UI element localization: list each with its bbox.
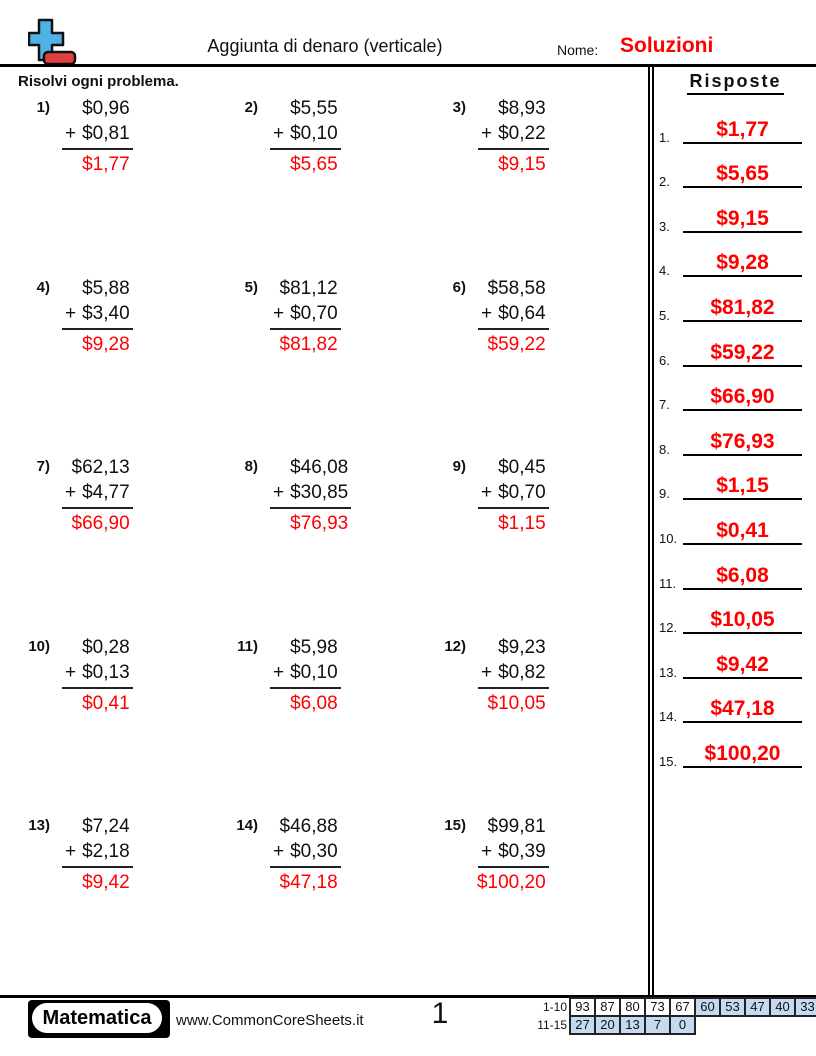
problem [438, 814, 646, 994]
operand-bottom-row [270, 121, 341, 150]
answer-item [655, 281, 816, 326]
answer-line [683, 118, 802, 144]
plus-sign: + [65, 661, 77, 683]
plus-sign: + [65, 302, 77, 324]
score-row-2 [533, 1015, 816, 1035]
score-cell: 60 [694, 997, 721, 1017]
problem [230, 814, 438, 994]
operand-bottom: $0,10 [290, 661, 338, 683]
answer-number: 4. [659, 263, 670, 279]
score-row-2-label: 11-15 [537, 1018, 567, 1032]
problem-number: 10) [28, 637, 50, 655]
problem-answer: $9,42 [82, 872, 130, 893]
plus-sign: + [65, 482, 77, 503]
operand-top: $8,93 [498, 98, 546, 119]
score-cell: 40 [769, 997, 796, 1017]
operand-top: $46,08 [290, 457, 349, 478]
plus-sign: + [273, 302, 285, 324]
answer-number: 12. [659, 620, 678, 636]
problem-answer: $59,22 [487, 333, 546, 355]
problems-grid [22, 96, 646, 994]
problem [438, 276, 646, 456]
problem [22, 814, 230, 994]
operand-bottom-row [62, 121, 133, 150]
header-rule [0, 64, 816, 67]
answer-line [683, 207, 802, 233]
problem-calculation [478, 276, 549, 357]
plus-sign: + [65, 123, 77, 144]
answer-value: $47,18 [710, 697, 775, 721]
score-cell: 47 [744, 997, 771, 1017]
problem-answer: $9,28 [82, 333, 130, 355]
operand-bottom: $0,30 [290, 841, 338, 862]
answer-number: 13. [659, 664, 678, 680]
operand-bottom-row [478, 121, 549, 150]
problem-number: 7) [36, 458, 50, 475]
answer-item [655, 727, 816, 772]
answer-value: $1,77 [716, 117, 769, 141]
operand-bottom-row [270, 301, 341, 330]
operand-top: $5,98 [290, 636, 338, 658]
operand-bottom-row [62, 480, 133, 509]
problem-number: 9) [452, 458, 466, 475]
problem-answer: $81,82 [279, 333, 338, 355]
problem-number: 1) [36, 99, 50, 116]
answer-line [683, 251, 802, 277]
answer-number: 6. [659, 352, 670, 368]
problem [230, 96, 438, 276]
score-cell: 0 [669, 1015, 696, 1035]
operand-bottom: $0,13 [82, 661, 130, 683]
answer-value: $9,15 [716, 206, 769, 230]
problem [438, 96, 646, 276]
problem-calculation [478, 96, 549, 177]
operand-bottom-row [62, 839, 133, 868]
problem [438, 635, 646, 815]
operand-bottom: $0,10 [290, 123, 338, 144]
answer-item [655, 371, 816, 416]
problem-calculation [478, 455, 549, 536]
problem-number: 6) [452, 278, 466, 296]
operand-top: $99,81 [487, 816, 546, 837]
problem [22, 635, 230, 815]
operand-bottom-row [270, 839, 341, 868]
problem-calculation [478, 635, 549, 716]
answer-line [683, 519, 802, 545]
operand-top: $5,88 [82, 277, 130, 299]
answer-line [683, 564, 802, 590]
problem-answer: $0,41 [82, 692, 130, 714]
answer-line [683, 742, 802, 768]
answer-value: $100,20 [704, 741, 781, 765]
problem-calculation [62, 276, 133, 357]
answer-item [655, 549, 816, 594]
answer-line [683, 474, 802, 500]
answer-item [655, 638, 816, 683]
answer-value: $59,22 [710, 340, 775, 364]
answers-panel [655, 103, 816, 772]
problem-calculation [62, 96, 133, 177]
operand-top: $62,13 [71, 457, 130, 478]
problem-answer: $10,05 [487, 692, 546, 714]
answer-item [655, 504, 816, 549]
operand-top: $0,45 [498, 457, 546, 478]
score-cell: 93 [569, 997, 596, 1017]
operand-bottom: $3,40 [82, 302, 130, 324]
operand-bottom: $0,70 [290, 302, 338, 324]
answer-item [655, 594, 816, 639]
answer-number: 9. [659, 486, 670, 502]
problem-number: 14) [236, 817, 258, 834]
operand-top: $58,58 [487, 277, 546, 299]
problem-calculation [270, 635, 341, 716]
operand-top: $5,55 [290, 98, 338, 119]
problem-answer: $47,18 [279, 872, 338, 893]
operand-bottom: $4,77 [82, 482, 130, 503]
problem [438, 455, 646, 635]
problem-calculation [62, 814, 133, 895]
problem [22, 276, 230, 456]
score-row-1-label: 1-10 [542, 1000, 567, 1014]
score-cell: 53 [719, 997, 746, 1017]
name-value: Soluzioni [620, 34, 714, 57]
answer-item [655, 192, 816, 237]
operand-top: $9,23 [498, 636, 546, 658]
answer-value: $6,08 [716, 563, 769, 587]
plus-sign: + [481, 661, 493, 683]
answer-value: $76,93 [710, 429, 775, 453]
score-cell: 87 [594, 997, 621, 1017]
score-cell: 67 [669, 997, 696, 1017]
answer-value: $81,82 [710, 295, 775, 319]
answer-number: 10. [659, 530, 678, 546]
answer-number: 5. [659, 307, 670, 323]
operand-bottom-row [62, 660, 133, 689]
problem-calculation [270, 814, 341, 895]
page-title: Aggiunta di denaro (verticale) [207, 36, 443, 56]
plus-sign: + [481, 482, 493, 503]
answer-number: 3. [659, 218, 670, 234]
problem-answer: $5,65 [290, 154, 338, 175]
operand-top: $7,24 [82, 816, 130, 837]
operand-bottom: $2,18 [82, 841, 130, 862]
answers-panel-title: Risposte [655, 71, 816, 95]
plus-sign: + [273, 482, 285, 503]
answer-value: $9,42 [716, 652, 769, 676]
answer-line [683, 341, 802, 367]
answer-value: $0,41 [716, 518, 769, 542]
problem-calculation [62, 455, 133, 536]
answer-line [683, 296, 802, 322]
problem-answer: $66,90 [71, 513, 130, 534]
problem [230, 635, 438, 815]
operand-top: $0,28 [82, 636, 130, 658]
operand-bottom: $0,64 [498, 302, 546, 324]
score-cell: 73 [644, 997, 671, 1017]
problem [22, 455, 230, 635]
problem-calculation [478, 814, 549, 895]
answer-value: $66,90 [710, 385, 775, 409]
operand-bottom: $0,39 [498, 841, 546, 862]
score-row-1 [533, 997, 816, 1017]
answer-line [683, 385, 802, 411]
operand-bottom-row [478, 301, 549, 330]
operand-bottom-row [478, 480, 549, 509]
problem-answer: $1,15 [498, 513, 546, 534]
plus-sign: + [481, 123, 493, 144]
plus-sign: + [273, 841, 285, 862]
answer-item [655, 460, 816, 505]
problem [230, 276, 438, 456]
answer-line [683, 653, 802, 679]
plus-sign: + [65, 841, 77, 862]
answer-item [655, 326, 816, 371]
problem-number: 4) [36, 278, 50, 296]
score-cell: 27 [569, 1015, 596, 1035]
answer-number: 2. [659, 174, 670, 190]
score-table [533, 997, 816, 1035]
answer-number: 8. [659, 441, 670, 457]
operand-bottom-row [62, 301, 133, 330]
answer-number: 1. [659, 129, 670, 145]
answer-number: 14. [659, 709, 678, 725]
brand-label: Matematica [42, 1006, 152, 1029]
operand-bottom-row [270, 480, 351, 509]
operand-bottom: $0,70 [498, 482, 546, 503]
score-cell: 33 [794, 997, 816, 1017]
problem-calculation [270, 455, 351, 536]
problem [22, 96, 230, 276]
problem-calculation [62, 635, 133, 716]
page-number: 1 [431, 997, 449, 1030]
answer-number: 15. [659, 753, 678, 769]
answer-item [655, 415, 816, 460]
answer-line [683, 430, 802, 456]
problem-number: 11) [237, 637, 258, 655]
operand-bottom-row [270, 660, 341, 689]
operand-top: $0,96 [82, 98, 130, 119]
brand-badge [28, 1000, 170, 1038]
answers-separator [648, 67, 654, 995]
answer-value: $10,05 [710, 608, 775, 632]
answer-number: 11. [659, 575, 677, 591]
problem-answer: $9,15 [498, 154, 546, 175]
problem-number: 2) [244, 99, 258, 116]
problem-number: 13) [28, 817, 50, 834]
problem-answer: $6,08 [290, 692, 338, 714]
problem-number: 5) [244, 278, 258, 296]
score-cell: 20 [594, 1015, 621, 1035]
problem-number: 3) [452, 99, 466, 116]
operand-bottom: $0,82 [498, 661, 546, 683]
answer-value: $5,65 [716, 162, 769, 186]
answer-item [655, 103, 816, 148]
operand-bottom-row [478, 839, 549, 868]
problem-calculation [270, 276, 341, 357]
operand-top: $46,88 [279, 816, 338, 837]
operand-bottom: $30,85 [290, 482, 349, 503]
problem-answer: $100,20 [476, 872, 546, 893]
instruction: Risolvi ogni problema. [18, 73, 179, 90]
plus-sign: + [273, 661, 285, 683]
operand-top: $81,12 [279, 277, 338, 299]
answer-line [683, 608, 802, 634]
operand-bottom: $0,81 [82, 123, 130, 144]
answer-item [655, 148, 816, 193]
problem-number: 15) [444, 817, 466, 834]
plus-sign: + [273, 123, 285, 144]
answer-value: $9,28 [716, 251, 769, 275]
answer-item [655, 683, 816, 728]
website-text: www.CommonCoreSheets.it [176, 1012, 364, 1029]
problem-answer: $76,93 [290, 513, 349, 534]
score-cell: 80 [619, 997, 646, 1017]
answer-number: 7. [659, 397, 670, 413]
score-cell: 7 [644, 1015, 671, 1035]
score-cell: 13 [619, 1015, 646, 1035]
plus-sign: + [481, 302, 493, 324]
problem-answer: $1,77 [82, 154, 130, 175]
problem-calculation [270, 96, 341, 177]
problem [230, 455, 438, 635]
answer-line [683, 697, 802, 723]
answer-line [683, 162, 802, 188]
problem-number: 12) [444, 637, 466, 655]
operand-bottom-row [478, 660, 549, 689]
name-label: Nome: [557, 42, 599, 58]
plus-sign: + [481, 841, 493, 862]
operand-bottom: $0,22 [498, 123, 546, 144]
answer-value: $1,15 [716, 474, 769, 498]
answer-item [655, 237, 816, 282]
problem-number: 8) [244, 458, 258, 475]
